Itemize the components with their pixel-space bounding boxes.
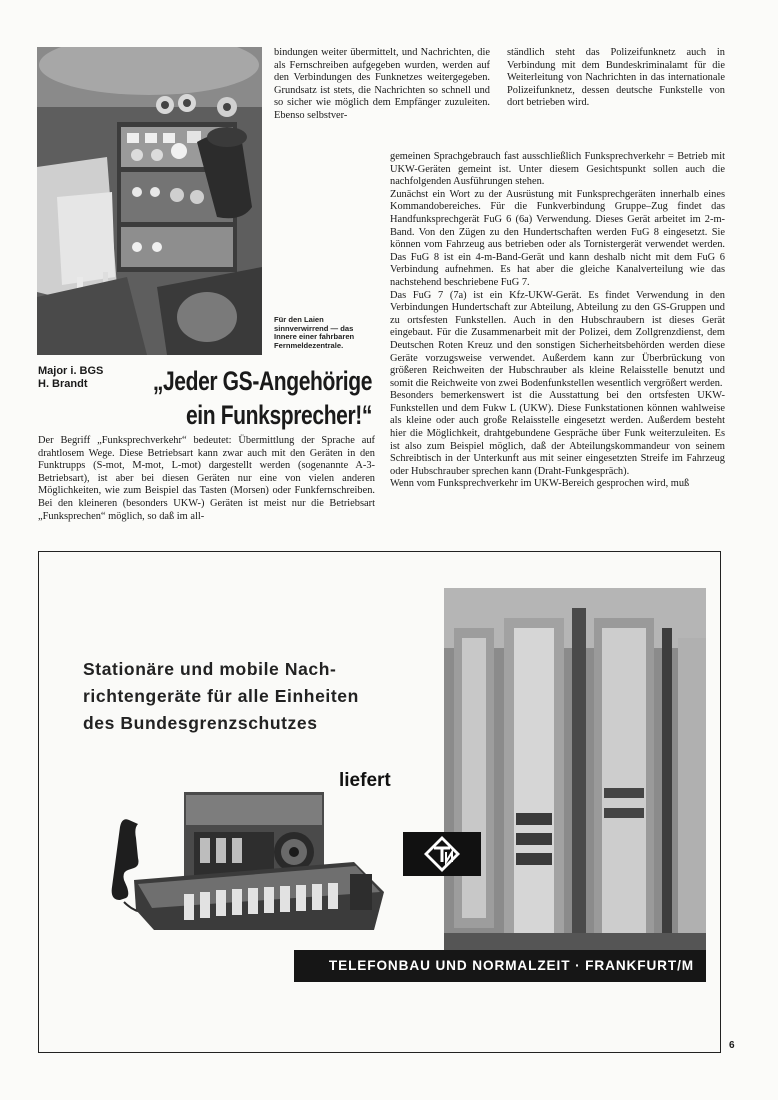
rack-photo <box>444 588 706 963</box>
equipment-photo <box>94 792 394 932</box>
photo-caption: Für den Laien sinnverwirrend — das Innere einer fahrbaren Fernmeldezentrale. <box>274 315 355 350</box>
byline-author: H. Brandt <box>38 377 88 390</box>
advertisement <box>38 551 721 1053</box>
top-column-2-text: bindungen weiter übermittelt, und Nachrichten, die als Fernschreiben aufgegeben wurden, werden auf den Verbindungen des Funknetzes weitergegeben. Grundsatz ist stets, die Nachrichten so schnell und so sicher wie möglich dem Empfänger zuzuleiten. Ebenso selbstver- <box>274 47 490 121</box>
fernmeldezentrale-photo <box>37 47 262 355</box>
ad-title <box>83 656 359 737</box>
ad-company-band <box>294 950 706 982</box>
byline-rank: Major i. BGS <box>38 365 104 377</box>
article-body <box>390 151 725 491</box>
top-column-3 <box>507 47 725 110</box>
page-number: 6 <box>729 1040 735 1051</box>
top-column-3-text: ständlich steht das Polizeifunknetz auch in Verbindung mit dem Bundeskriminalamt für die Weiterleitung von Nachrichten in das internationale Polizeifunknetz, dessen deutsche Funkstelle von dort betrieben wird. <box>507 47 725 109</box>
headline-line-2: ein Funksprecher!“ <box>185 400 372 430</box>
article-paragraph: Zunächst ein Wort zu der Ausrüstung mit Funksprechgeräten innerhalb eines Kommandobereiches. Für die Funkverbindung Gruppe–Zug findet das Handfunksprechgerät FuG 6 (6a) Verwendung. Dieses Gerät arbeitet im 2-m-Band. Von den Zügen zu den Hundertschaften werden FuG 8 eingesetzt. Sie können vom Fahrzeug aus betrieben oder als Tornistergerät verwendet werden. Das FuG 8 ist ein 4-m-Band-Gerät und kann deshalb nicht mit dem FuG 6 Verbindung aufnehmen. Es hat aber die gleiche Kanalverteilung wie das nachstehend beschriebene FuG 7. <box>390 188 725 288</box>
top-column-2 <box>274 47 490 123</box>
article-paragraph: Besonders bemerkenswert ist die Ausstattung bei den ortsfesten UKW-Funkstellen und dem Fukw L (UKW). Diese Funkstationen können wahlweise als kleine oder auch große Relaisstelle eingesetzt werden. Außerdem besteht hier die Möglichkeit, drahtgebundene Gespräche über Funk weiterzuleiten. Es ist also zum Beispiel möglich, daß der Abteilungskommandeur von seinem Schreibtisch in der Unterkunft aus mit seiner eingesetzten Streife im Fahrzeug oder Hubschrauber sprechen kann (Draht-Funkgespräch). <box>390 390 725 477</box>
ad-title-line-2: richtengeräte für alle Einheiten <box>83 686 359 706</box>
article-paragraph: gemeinen Sprachgebrauch fast ausschließlich Funksprechverkehr = Betrieb mit UKW-Geräten gemeint ist. Unter diesem Gesichtspunkt sollen auch die nachfolgenden Ausführungen stehen. <box>390 151 725 188</box>
article-paragraph: Das FuG 7 (7a) ist ein Kfz-UKW-Gerät. Es findet Verwendung in den Verbindungen Hundertschaft zur Abteilung, Abteilung zu den GS-Gruppen und zu ortsfesten Funkstellen. Auch in den Hubschraubern ist dieses Gerät eingebaut. Für die Zusammenarbeit mit der Polizei, dem Zollgrenzdienst, dem Deutschen Roten Kreuz und den sonstigen Sicherheitsbehörden werden diese Geräte vorzugsweise verwendet. Außerdem kann zur Überbrückung von größeren Reichweiten der Hubschrauber als kleine Relaisstelle benutzt und somit die Reichweite von zwei Bodenfunkstellen wesentlich vergrößert werden. <box>390 289 725 389</box>
ad-title-line-1: Stationäre und mobile Nach- <box>83 659 337 679</box>
article-intro <box>38 435 375 523</box>
ad-title-line-3: des Bundesgrenzschutzes <box>83 713 318 733</box>
headline <box>153 366 372 430</box>
ad-liefert: liefert <box>339 770 391 791</box>
tn-logo <box>403 832 481 876</box>
byline <box>38 365 118 390</box>
ad-company-name: TELEFONBAU UND NORMALZEIT · FRANKFURT/M <box>328 958 694 973</box>
article-paragraph: Wenn vom Funksprechverkehr im UKW-Bereich gesprochen wird, muß <box>390 478 690 490</box>
article-intro-text: Der Begriff „Funksprechverkehr“ bedeutet: Übermittlung der Sprache auf drahtlosem Wege. Diese Betriebsart kann zwar auch mit den Geräten in den Funktrupps (S-mot, M-mot, L-mot) dargestellt werden (sogenannte A-3-Betriebsart), ist aber bei diesen Geräten nur eine von vielen anderen Möglichkeiten, wie zum Beispiel das Tasten (Morsen) oder Funkfernschreiben. Bei den kleineren (besonders UKW-) Geräten ist meist nur die Betriebsart „Funksprechen“ möglich, so daß im all- <box>38 435 375 522</box>
headline-line-1: „Jeder GS-Angehörige <box>152 366 372 396</box>
